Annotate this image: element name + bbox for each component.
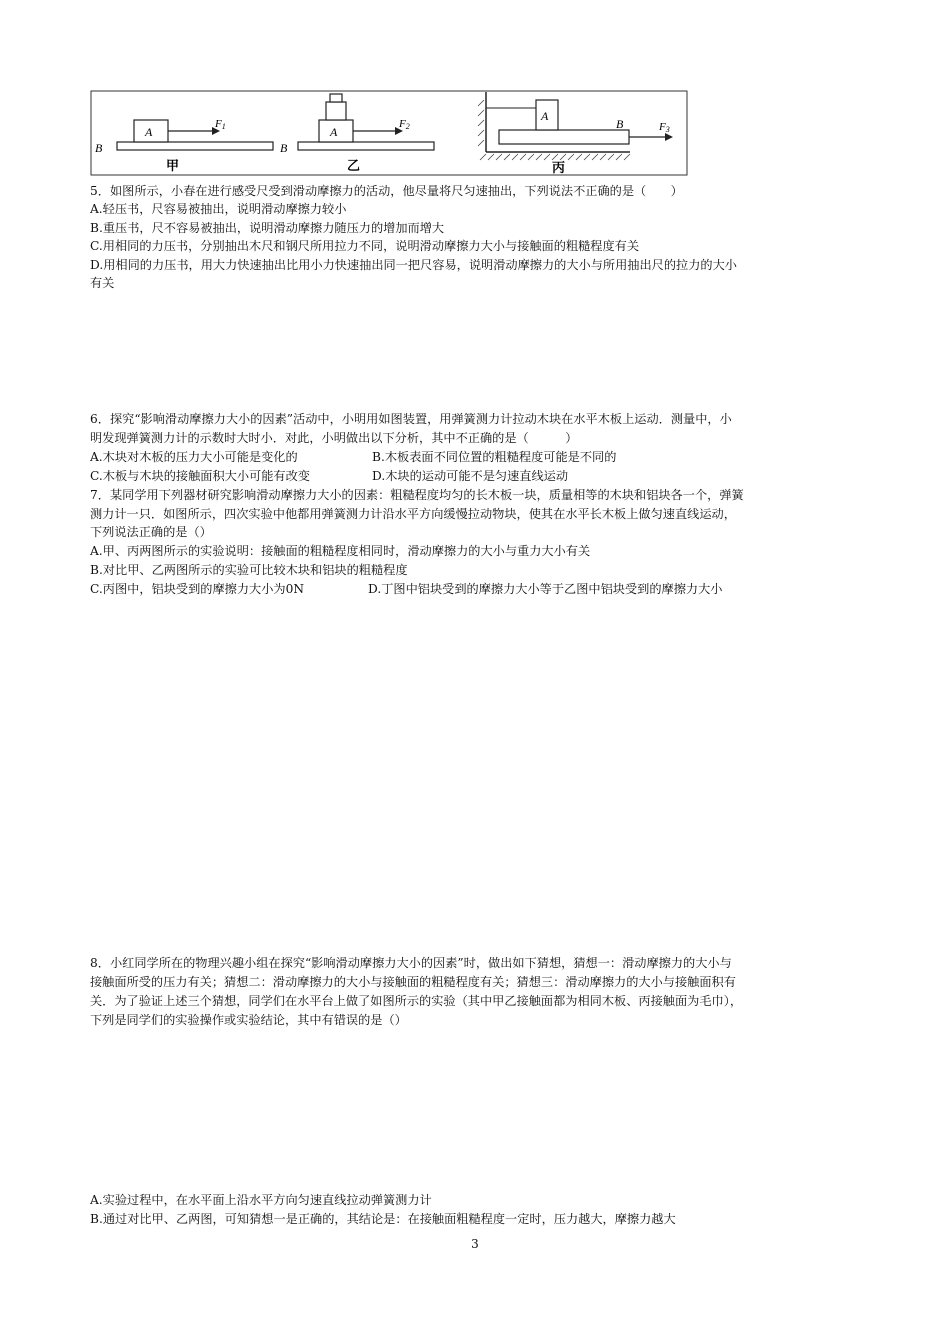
q6-option-d: D.木块的运动可能不是匀速直线运动 bbox=[372, 469, 569, 483]
q6-option-a: A.木块对木板的压力大小可能是变化的 bbox=[90, 450, 298, 464]
board-b-label: B bbox=[95, 141, 103, 155]
q8-option-a: A.实验过程中，在水平面上沿水平方向匀速直线拉动弹簧测力计 bbox=[90, 1193, 432, 1207]
q8-stem-cont: 接触面所受的压力有关；猜想二：滑动摩擦力的大小与接触面的粗糙程度有关；猜想三：滑动摩擦力的大小与接触面积有 bbox=[90, 975, 736, 989]
svg-text:F1 bbox=[214, 118, 226, 131]
force-sub: 1 bbox=[221, 122, 226, 131]
q5-option-b: B.重压书，尺不容易被抽出，说明滑动摩擦力随压力的增加而增大 bbox=[90, 221, 445, 235]
q6-stem: 6．探究“影响滑动摩擦力大小的因素”活动中，小明用如图装置，用弹簧测力计拉动木块在水平木板上运动．测量中，小 bbox=[90, 412, 732, 426]
q7-option-d: D.丁图中铝块受到的摩擦力大小等于乙图中铝块受到的摩擦力大小 bbox=[368, 582, 723, 596]
board-b-label: B bbox=[616, 117, 624, 131]
block-a-label: A bbox=[145, 125, 153, 139]
caption-jia: 甲 bbox=[166, 158, 180, 173]
q8-stem-cont3: 下列是同学们的实验操作或实验结论，其中有错误的是（） bbox=[90, 1013, 407, 1027]
panel-yi bbox=[280, 94, 434, 173]
q6-stem-cont: 明发现弹簧测力计的示数时大时小．对此，小明做出以下分析，其中不正确的是（ ） bbox=[90, 431, 578, 445]
q5-option-d-cont: 有关 bbox=[90, 276, 115, 290]
force-label: F bbox=[399, 118, 406, 130]
q7-option-c: C.丙图中，铝块受到的摩擦力大小为0N bbox=[90, 582, 304, 596]
q5-option-a: A.轻压书，尺容易被抽出，说明滑动摩擦力较小 bbox=[90, 202, 347, 216]
q7-stem-cont2: 下列说法正确的是（） bbox=[90, 525, 212, 539]
svg-text:F2 bbox=[398, 118, 410, 131]
panel-jia bbox=[95, 118, 273, 173]
panel-bing bbox=[478, 92, 673, 175]
q7-stem-cont: 测力计一只．如图所示，四次实验中他都用弹簧测力计沿水平方向缓慢拉动物块，使其在水平长木板上做匀速直线运动， bbox=[90, 507, 736, 521]
force-label: F bbox=[659, 121, 666, 133]
q6-option-b: B.木板表面不同位置的粗糙程度可能是不同的 bbox=[372, 450, 617, 464]
q6-option-c: C.木板与木块的接触面积大小可能有改变 bbox=[90, 469, 310, 483]
page-number: 3 bbox=[471, 1237, 479, 1251]
force-sub: 3 bbox=[665, 125, 670, 134]
q7-option-b: B.对比甲、乙两图所示的实验可比较木块和铝块的粗糙程度 bbox=[90, 563, 408, 577]
q7-option-a: A.甲、丙两图所示的实验说明：接触面的粗糙程度相同时，滑动摩擦力的大小与重力大小有关 bbox=[90, 544, 591, 558]
q5-option-c: C.用相同的力压书，分别抽出木尺和钢尺所用拉力不同，说明滑动摩擦力大小与接触面的粗糙程度有关 bbox=[90, 239, 640, 253]
friction-experiment-figure bbox=[90, 90, 688, 176]
block-a-label: A bbox=[330, 125, 338, 139]
block-a-label: A bbox=[541, 109, 549, 123]
force-label: F bbox=[215, 118, 222, 130]
q5-stem: 5．如图所示，小春在进行感受尺受到滑动摩擦力的活动，他尽量将尺匀速抽出，下列说法不正确的是（ ） bbox=[90, 184, 683, 198]
svg-text:F3 bbox=[658, 121, 670, 134]
board-b-label: B bbox=[280, 141, 288, 155]
q7-stem: 7．某同学用下列器材研究影响滑动摩擦力大小的因素：粗糙程度均匀的长木板一块，质量相等的木块和铝块各一个，弹簧 bbox=[90, 488, 744, 502]
q8-stem: 8．小红同学所在的物理兴趣小组在探究“影响滑动摩擦力大小的因素”时，做出如下猜想，猜想一：滑动摩擦力的大小与 bbox=[90, 956, 732, 970]
force-sub: 2 bbox=[405, 122, 410, 131]
q8-stem-cont2: 关．为了验证上述三个猜想，同学们在水平台上做了如图所示的实验（其中甲乙接触面都为相同木板、丙接触面为毛巾）， bbox=[90, 994, 743, 1008]
q5-option-d: D.用相同的力压书，用大力快速抽出比用小力快速抽出同一把尺容易，说明滑动摩擦力的大小与所用抽出尺的拉力的大小 bbox=[90, 258, 737, 272]
caption-bing: 丙 bbox=[552, 160, 566, 175]
caption-yi: 乙 bbox=[347, 158, 361, 173]
q8-option-b: B.通过对比甲、乙两图，可知猜想一是正确的，其结论是：在接触面粗糙程度一定时，压力越大，摩擦力越大 bbox=[90, 1212, 676, 1226]
